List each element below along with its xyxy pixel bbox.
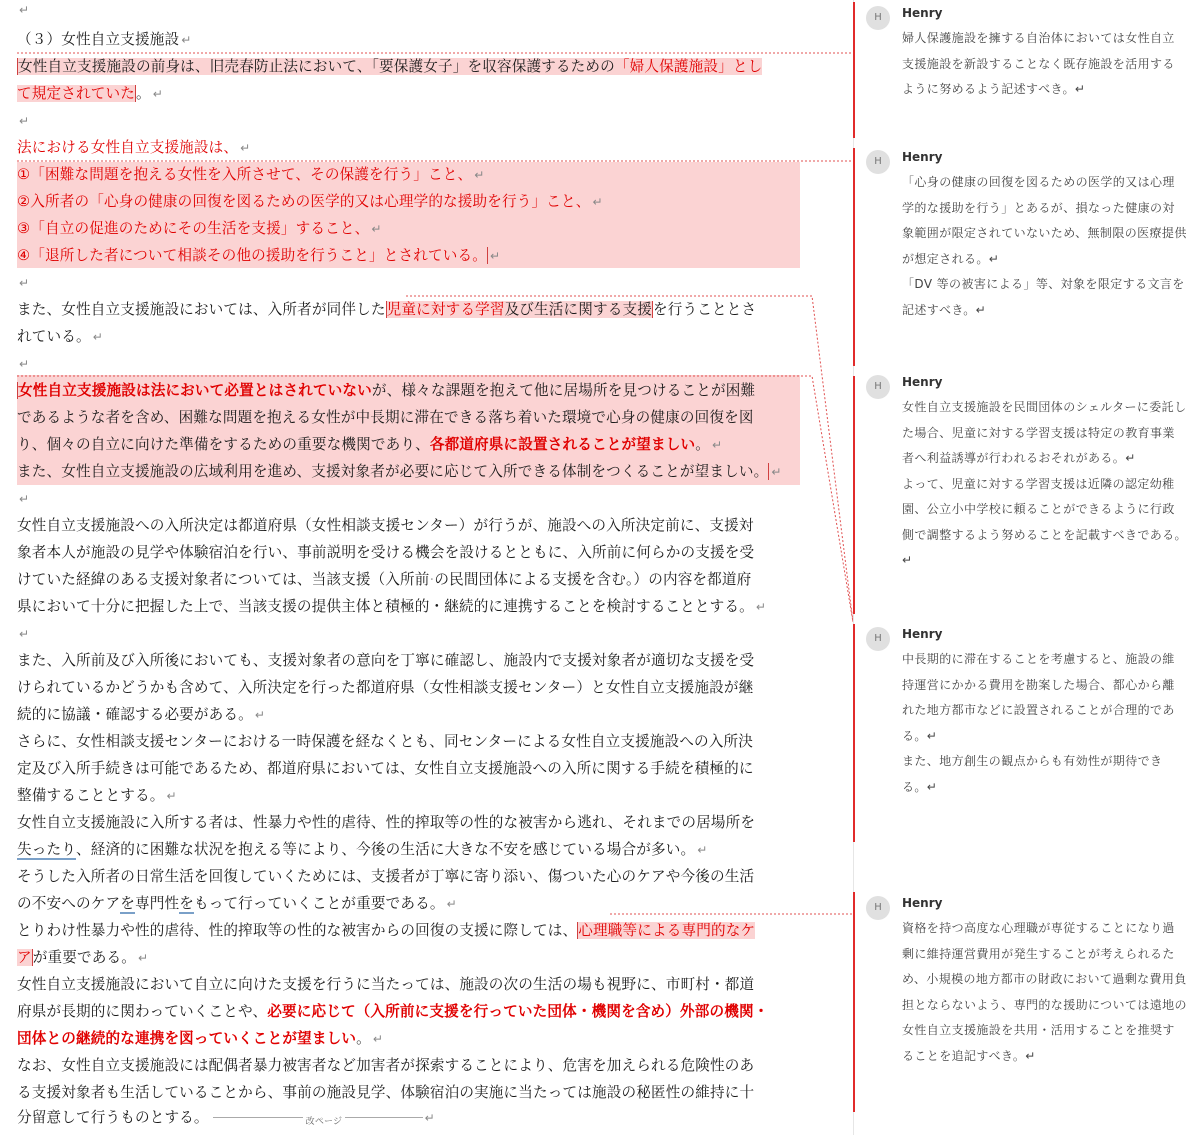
para7-line3: 整備することとする。 ↵: [17, 787, 177, 804]
blank-line: ↵: [19, 627, 30, 641]
para6-line1: また、入所前及び入所後においても、支援対象者の意向を丁寧に確認し、施設内で支援対象者が適切な支援を受: [17, 652, 755, 669]
list-item-4: ④「退所した者について相談その他の援助を行うこと」とされている。 ↵: [17, 247, 501, 264]
para5-line2: 象者本人が施設の見学や体験宿泊を行い、事前説明を受ける機会を設けるとともに、入所前に何らかの支援を受: [17, 544, 755, 561]
para5-line3: けていた経緯のある支援対象者については、当該支援（入所前·の民間団体による支援を含む。）の内容を都道府: [17, 571, 752, 588]
para1-normal: 女性自立支援施設の前身は、旧売春防止法において、「要保護女子」を収容保護するための: [18, 58, 615, 75]
list-item-3: ③「自立の促進のためにその生活を支援」すること、 ↵: [17, 220, 382, 237]
para6-line2: けられているかどうかも含めて、入所決定を行った都道府県（女性相談支援センター）と女性自立支援施設が継: [17, 679, 754, 696]
para7-line2: 定及び入所手続きは可能であるため、都道府県においては、女性自立支援施設への入所に関する手続を積極的に: [17, 760, 754, 777]
avatar: H: [866, 375, 890, 399]
para11-line1: 女性自立支援施設において自立に向けた支援を行うに当たっては、施設の次の生活の場も視野に、市町村・都道: [17, 976, 755, 993]
comment-author: Henry: [902, 150, 943, 164]
para2-intro: 法における女性自立支援施設は、 ↵: [17, 139, 251, 156]
comment-3[interactable]: [866, 375, 1191, 585]
blank-line: ↵: [19, 357, 30, 371]
comment-4[interactable]: [866, 627, 1191, 817]
para12-line1: なお、女性自立支援施設には配偶者暴力被害者など加害者が探索することにより、危害を加えられる危険性のあ: [17, 1057, 755, 1074]
comment-1[interactable]: [866, 6, 1191, 116]
para7-line1: さらに、女性相談支援センターにおける一時保護を経なくとも、同センターによる女性自立支援施設への入所決: [17, 733, 754, 750]
para1-line2: て規定されていた。 ↵: [17, 85, 163, 102]
comment-bar-5: [853, 892, 855, 1112]
comment-text: 「心身の健康の回復を図るための医学的又は心理学的な援助を行う」とあるが、損なった健康の対象範囲が限定されていないため、無制限の医療提供が想定される。↵ 「DV 等の被害による」等、対象を限定する文言を記述すべき。↵: [902, 175, 1187, 317]
comment-bar-3: [853, 376, 855, 614]
para11-line3: 団体との継続的な連携を図っていくことが望ましい。 ↵: [17, 1030, 384, 1047]
para4-line4: また、女性自立支援施設の広域利用を進め、支援対象者が必要に応じて入所できる体制をつくることが望ましい。 ↵: [17, 463, 782, 480]
blank-line: ↵: [19, 114, 30, 128]
list-item-1: ①「困難な問題を抱える女性を入所させて、その保護を行う」こと、 ↵: [17, 166, 485, 183]
avatar: H: [866, 896, 890, 920]
para12-line2: る支援対象者も生活していることから、事前の施設見学、体験宿泊の実施に当たっては施設の秘匿性の維持に十: [17, 1084, 755, 1101]
comment-text: 女性自立支援施設を民間団体のシェルターに委託した場合、児童に対する学習支援は特定の教育事業者へ利益誘導が行われるおそれがある。↵ よって、児童に対する学習支援は近隣の認定幼稚園、公立小中学校に頼ることができるように行政側で調整するよう努めることを記載すべきである。↵: [902, 400, 1187, 567]
blank-line: ↵: [19, 276, 30, 290]
para1-red-line2: て規定されていた: [17, 85, 135, 102]
comment-text: 中長期的に滞在することを考慮すると、施設の維持運営にかかる費用を勘案した場合、都心から離れた地方都市などに設置されることが合理的である。↵ また、地方創生の観点からも有効性が期待できる。↵: [902, 652, 1175, 794]
comment-text: 資格を持つ高度な心理職が専従することになり過剰に維持運営費用が発生することが考えられるため、小規模の地方都市の財政において過剰な費用負担とならないよう、専門的な援助については遠地の女性自立支援施設を共用・活用することを推奨することを追記すべき。↵: [902, 921, 1187, 1063]
para3-red: 児童に対する学習: [386, 301, 505, 318]
para3-line1: また、女性自立支援施設においては、入所者が同伴した児童に対する学習及び生活に関する支援を行うこととさ: [17, 301, 757, 318]
para9-line2: の不安へのケアを専門性をもって行っていくことが重要である。 ↵: [17, 895, 457, 912]
para5-line4: 県において十分に把握した上で、当該支援の提供主体と積極的・継続的に連携することを検討することとする。 ↵: [17, 598, 767, 615]
avatar: H: [866, 150, 890, 174]
para8-line2: 失ったり、経済的に困難な状況を抱える等により、今後の生活に大きな不安を感じている場合が多い。 ↵: [17, 841, 708, 858]
para5-line1: 女性自立支援施設への入所決定は都道府県（女性相談支援センター）が行うが、施設への入所決定前に、支援対: [17, 517, 754, 534]
para8-line1: 女性自立支援施設に入所する者は、性暴力や性的虐待、性的搾取等の性的な被害から逃れ、それまでの居場所を: [17, 814, 756, 831]
comment-bar-4: [853, 624, 855, 842]
para10-line1: とりわけ性暴力や性的虐待、性的搾取等の性的な被害からの回復の支援に際しては、心理職等による専門的なケ: [17, 922, 756, 939]
paragraph-mark: ↵: [19, 3, 30, 17]
list-item-2: ②入所者の「心身の健康の回復を図るための医学的又は心理学的な援助を行う」こと、 ↵: [17, 193, 603, 210]
section-heading: （３）女性自立支援施設 ↵: [17, 31, 192, 48]
comment-author: Henry: [902, 627, 943, 641]
comment-bar-1: [853, 2, 855, 138]
comment-text: 婦人保護施設を擁する自治体においては女性自立支援施設を新設することなく既存施設を活用するように努めるよう記述すべき。↵: [902, 31, 1175, 96]
comment-5[interactable]: [866, 896, 1191, 1086]
page-break: 改ページ: [213, 1117, 423, 1119]
para3-line2: れている。 ↵: [17, 328, 103, 345]
comment-author: Henry: [902, 6, 943, 20]
para9-line1: そうした入所者の日常生活を回復していくためには、支援者が丁寧に寄り添い、傷ついた心のケアや今後の生活: [17, 868, 755, 885]
spelling-underline: 失ったり: [17, 841, 76, 858]
para4-line2: であるような者を含め、困難な問題を抱える女性が中長期に滞在できる落ち着いた環境で心身の健康の回復を図: [17, 409, 754, 426]
avatar: H: [866, 6, 890, 30]
comment-author: Henry: [902, 375, 943, 389]
avatar: H: [866, 627, 890, 651]
para11-line2: 府県が長期的に関わっていくことや、必要に応じて（入所前に支援を行っていた団体・機関を含め）外部の機関・: [17, 1003, 769, 1020]
comment-bar-2: [853, 148, 855, 366]
comment-2[interactable]: [866, 150, 1191, 350]
para6-line3: 続的に協議・確認する必要がある。 ↵: [17, 706, 266, 723]
para4-line3: り、個々の自立に向けた準備をするための重要な機関であり、各都道府県に設置されることが望ましい。 ↵: [17, 436, 723, 453]
blank-line: ↵: [19, 492, 30, 506]
para10-line2: アが重要である。 ↵: [17, 949, 149, 966]
comment-author: Henry: [902, 896, 943, 910]
para1-line1: [17, 53, 807, 80]
para1-red: 「婦人保護施設」とし: [614, 58, 763, 75]
para12-line3: 分留意して行うものとする。 改ページ ↵: [17, 1104, 807, 1132]
para4-line1: 女性自立支援施設は法において必置とはされていないが、様々な課題を抱えて他に居場所を見つけることが困難: [18, 382, 756, 399]
